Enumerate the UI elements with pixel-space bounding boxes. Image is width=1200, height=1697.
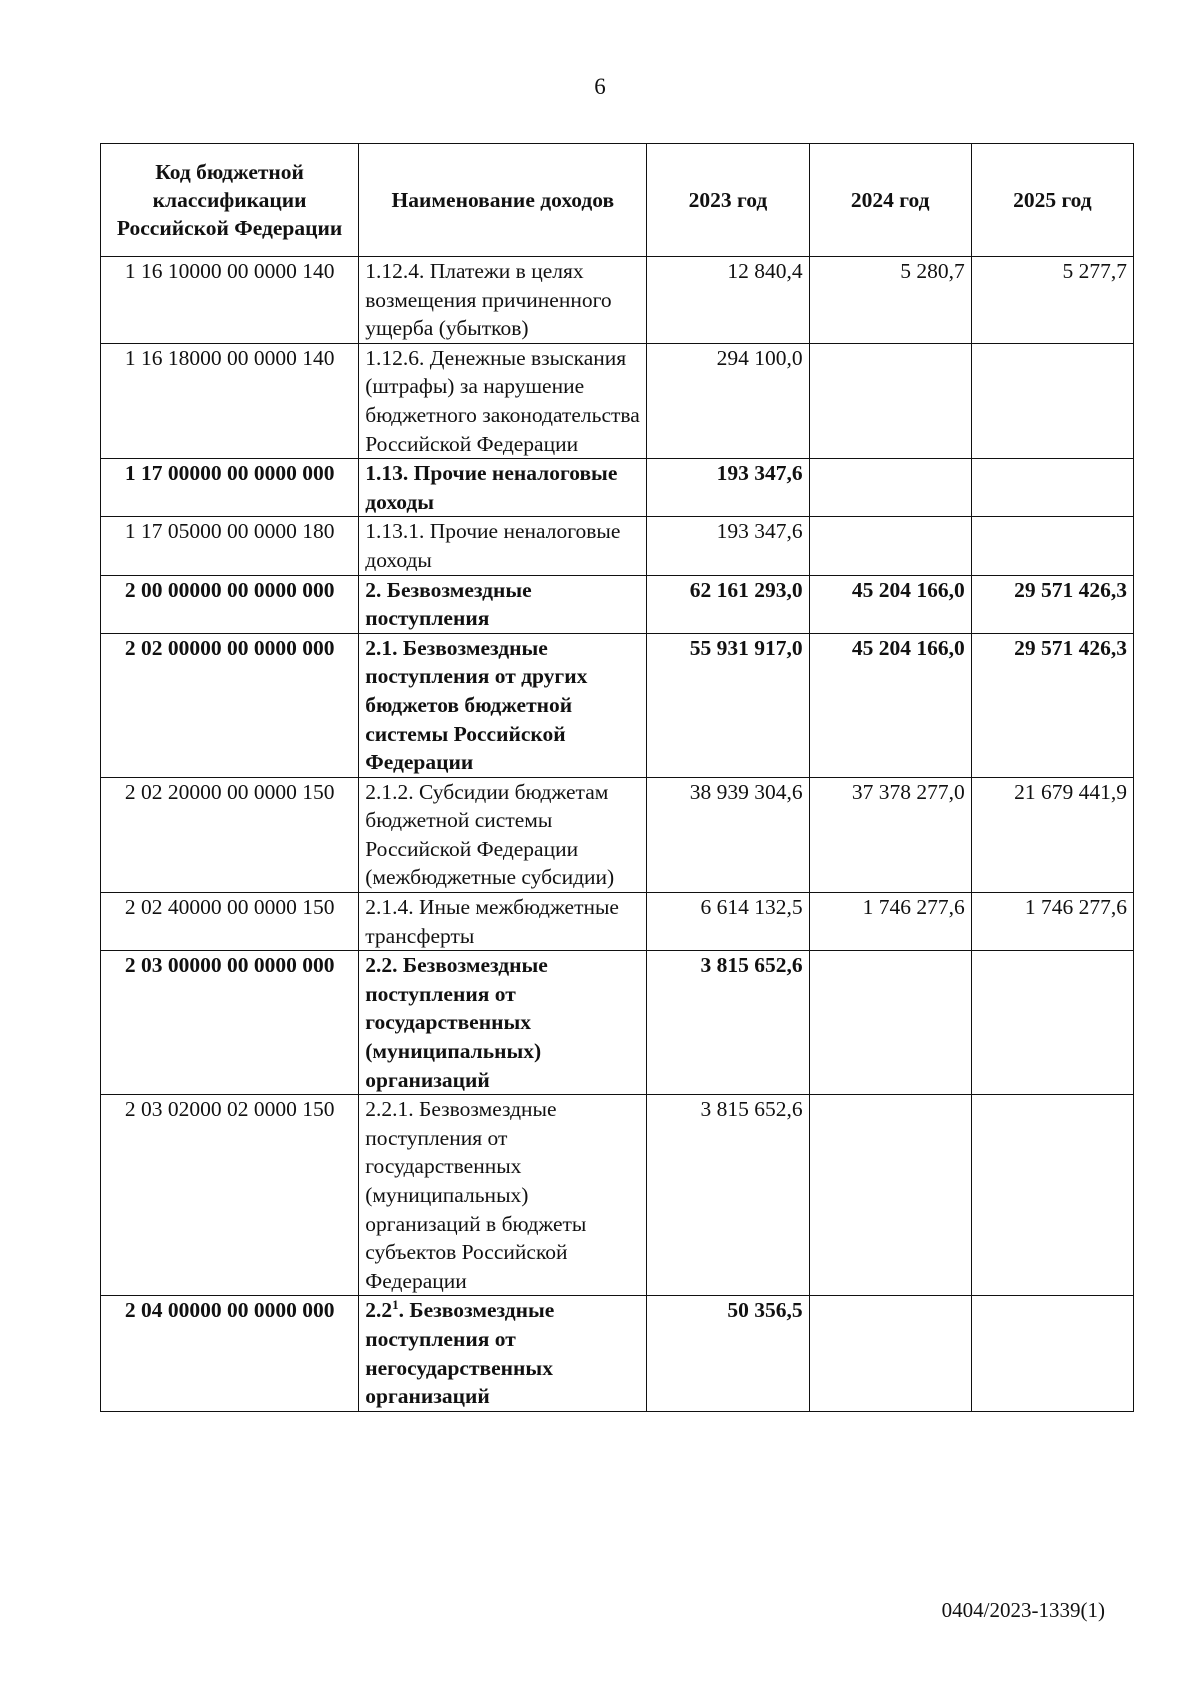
row-code: 2 02 00000 00 0000 000 (101, 633, 359, 777)
row-code: 2 03 02000 02 0000 150 (101, 1095, 359, 1296)
row-value-2023: 50 356,5 (647, 1296, 809, 1411)
row-value-2025 (971, 343, 1133, 458)
row-value-2023: 193 347,6 (647, 459, 809, 517)
row-value-2025 (971, 1296, 1133, 1411)
row-name-superscript: 1 (392, 1297, 399, 1313)
table-row (101, 575, 1134, 633)
row-code: 2 04 00000 00 0000 000 (101, 1296, 359, 1411)
row-value-2025 (971, 459, 1133, 517)
row-value-2023: 12 840,4 (647, 257, 809, 344)
row-name: 2.1. Безвозмездные поступления от других бюджетов бюджетной системы Российской Федерации (359, 633, 647, 777)
row-value-2024 (809, 1296, 971, 1411)
row-code: 2 03 00000 00 0000 000 (101, 951, 359, 1095)
row-name-rest: . Безвозмездные поступления от негосударственных организаций (365, 1298, 555, 1409)
page-number: 6 (594, 74, 606, 99)
table-row (101, 951, 1134, 1095)
row-value-2024 (809, 1095, 971, 1296)
row-value-2023: 55 931 917,0 (647, 633, 809, 777)
row-value-2024 (809, 951, 971, 1095)
table-row (101, 1095, 1134, 1296)
row-name: 2. Безвозмездные поступления (359, 575, 647, 633)
row-value-2025: 5 277,7 (971, 257, 1133, 344)
row-value-2024: 45 204 166,0 (809, 575, 971, 633)
row-code: 2 02 20000 00 0000 150 (101, 777, 359, 892)
row-code: 1 17 05000 00 0000 180 (101, 517, 359, 575)
row-value-2025 (971, 1095, 1133, 1296)
table-row (101, 517, 1134, 575)
row-code: 2 02 40000 00 0000 150 (101, 893, 359, 951)
row-name: 1.12.4. Платежи в целях возмещения причиненного ущерба (убытков) (359, 257, 647, 344)
table-row (101, 459, 1134, 517)
row-name: 2.2. Безвозмездные поступления от государственных (муниципальных) организаций (359, 951, 647, 1095)
table-row (101, 1296, 1134, 1411)
row-code: 1 17 00000 00 0000 000 (101, 459, 359, 517)
row-value-2023: 6 614 132,5 (647, 893, 809, 951)
row-name: 2.1.4. Иные межбюджетные трансферты (359, 893, 647, 951)
header-code: Код бюджетной классификации Российской Федерации (101, 144, 359, 257)
row-name: 2.2.1. Безвозмездные поступления от государственных (муниципальных) организаций в бюджеты субъектов Российской Федерации (359, 1095, 647, 1296)
row-value-2023: 193 347,6 (647, 517, 809, 575)
table-header-row (101, 144, 1134, 257)
row-name: 1.13. Прочие неналоговые доходы (359, 459, 647, 517)
header-name: Наименование доходов (359, 144, 647, 257)
row-value-2024: 45 204 166,0 (809, 633, 971, 777)
row-value-2023: 294 100,0 (647, 343, 809, 458)
row-value-2023: 3 815 652,6 (647, 951, 809, 1095)
header-2025: 2025 год (971, 144, 1133, 257)
document-id: 0404/2023-1339(1) (941, 1598, 1105, 1622)
row-value-2025 (971, 517, 1133, 575)
row-name-prefix: 2.2 (365, 1298, 393, 1323)
row-value-2023: 62 161 293,0 (647, 575, 809, 633)
row-value-2023: 38 939 304,6 (647, 777, 809, 892)
row-name: 2.1.2. Субсидии бюджетам бюджетной системы Российской Федерации (межбюджетные субсидии) (359, 777, 647, 892)
row-code: 2 00 00000 00 0000 000 (101, 575, 359, 633)
row-value-2025: 29 571 426,3 (971, 633, 1133, 777)
row-value-2024: 1 746 277,6 (809, 893, 971, 951)
table-row (101, 257, 1134, 344)
row-value-2025: 1 746 277,6 (971, 893, 1133, 951)
row-value-2025: 29 571 426,3 (971, 575, 1133, 633)
table-row (101, 893, 1134, 951)
row-value-2024 (809, 459, 971, 517)
row-value-2024: 5 280,7 (809, 257, 971, 344)
row-value-2025: 21 679 441,9 (971, 777, 1133, 892)
table-row (101, 343, 1134, 458)
row-value-2024 (809, 517, 971, 575)
row-name: 1.13.1. Прочие неналоговые доходы (359, 517, 647, 575)
row-code: 1 16 10000 00 0000 140 (101, 257, 359, 344)
row-code: 1 16 18000 00 0000 140 (101, 343, 359, 458)
row-value-2025 (971, 951, 1133, 1095)
row-name: 1.12.6. Денежные взыскания (штрафы) за нарушение бюджетного законодательства Российской Федерации (359, 343, 647, 458)
row-name (359, 1296, 647, 1411)
table-row (101, 777, 1134, 892)
row-value-2024: 37 378 277,0 (809, 777, 971, 892)
table-row (101, 633, 1134, 777)
revenue-table (100, 143, 1134, 1412)
header-2023: 2023 год (647, 144, 809, 257)
row-value-2023: 3 815 652,6 (647, 1095, 809, 1296)
row-value-2024 (809, 343, 971, 458)
header-2024: 2024 год (809, 144, 971, 257)
